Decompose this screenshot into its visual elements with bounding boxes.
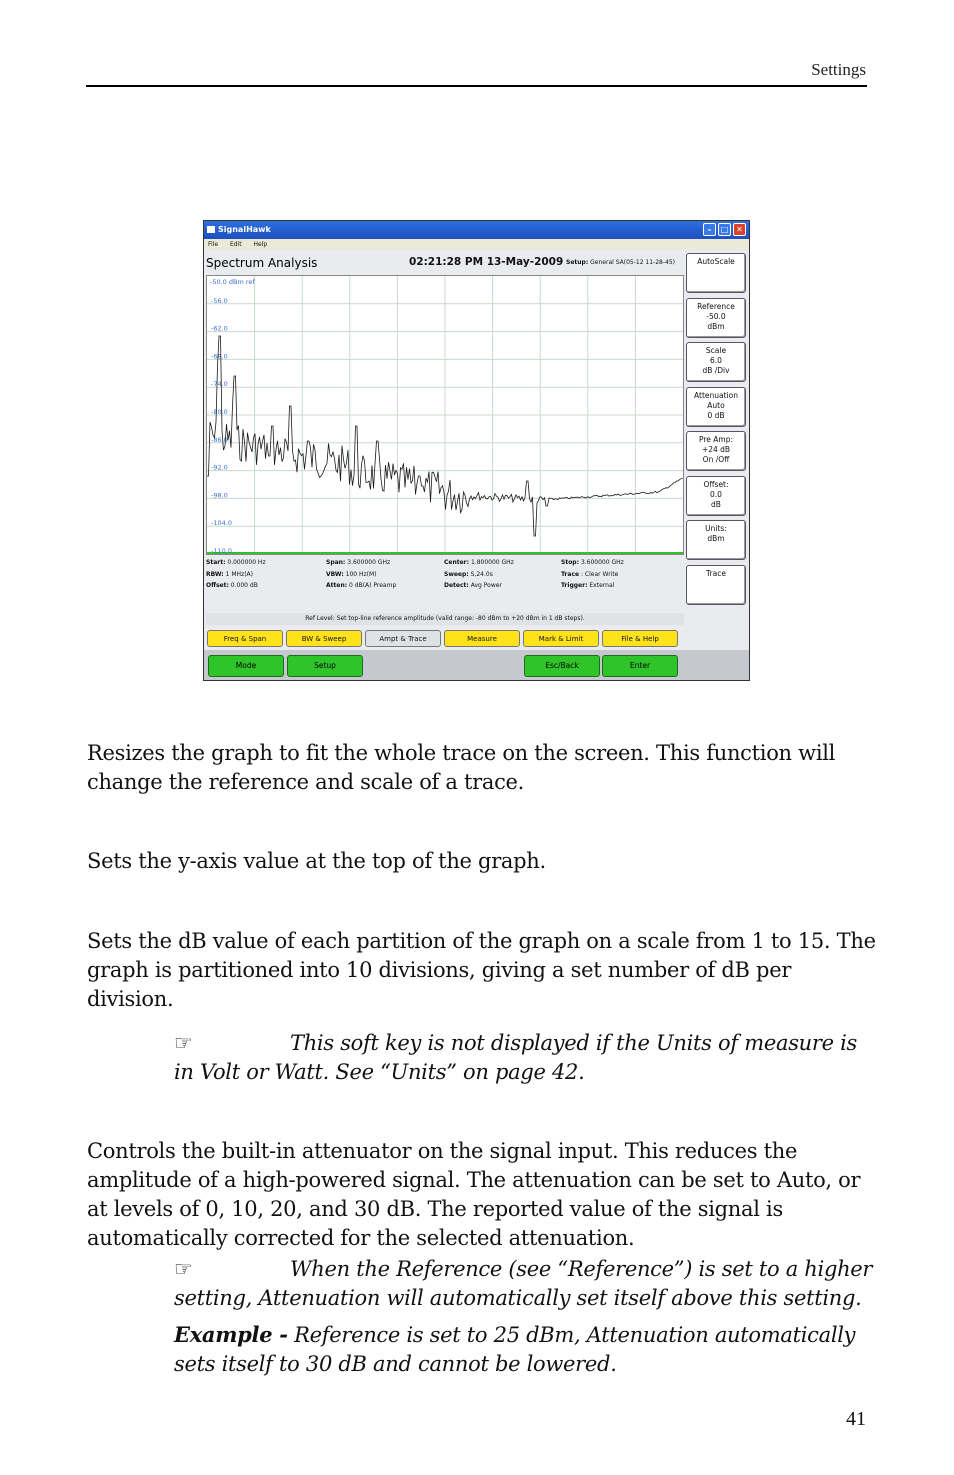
sweep-info-cell (206, 571, 253, 578)
scale-description: Sets the dB value of each partition of the graph on a scale from 1 to 15. The graph is partitioned into 10 divisions, giving a set number of dB per division. (87, 929, 876, 1011)
sweep-info (206, 559, 684, 599)
datetime: 02:21:28 PM 13-May-2009 (409, 256, 564, 268)
softkey-line: 0.0 (710, 489, 722, 499)
softkey-line: AutoScale (697, 257, 735, 266)
example-note (174, 1320, 874, 1379)
tab-measure[interactable]: Measure (444, 630, 520, 647)
y-tick-label: -68.0 (211, 352, 228, 361)
sweep-info-cell (326, 571, 377, 578)
tab-file-help[interactable]: File & Help (602, 630, 678, 647)
info-value: 1 MHz(A) (225, 570, 253, 578)
example-text: Reference is set to 25 dBm, Attenuation automatically sets itself to 30 dB and cannot be lowered. (174, 1323, 856, 1376)
menu-bar (204, 239, 749, 250)
setup-button[interactable]: Setup (287, 655, 363, 677)
sweep-info-cell (561, 582, 614, 589)
info-value: 3.600000 GHz (347, 559, 391, 566)
attenuation-note (174, 1255, 874, 1313)
softkey-line: +24 dB (701, 445, 731, 454)
info-value: 0 dB(A) Preamp (349, 582, 397, 589)
info-value: : Clear Write (581, 570, 619, 578)
reference-description: Sets the y-axis value at the top of the graph. (87, 849, 546, 873)
softkey-5[interactable] (686, 431, 746, 471)
info-key: Center: (444, 559, 470, 566)
mode-button[interactable]: Mode (208, 655, 284, 677)
info-key: Trigger: (561, 582, 588, 589)
sweep-info-cell (561, 559, 624, 566)
menu-edit[interactable]: Edit (229, 241, 242, 248)
window-titlebar (204, 221, 749, 239)
info-value: 100 Hz(M) (345, 570, 377, 578)
pointing-hand-icon: ☞ (174, 1031, 193, 1055)
sweep-info-cell (444, 559, 514, 566)
tab-ampt-trace[interactable]: Ampt & Trace (365, 630, 441, 647)
softkey-8[interactable] (686, 565, 746, 605)
page-number: 41 (846, 1408, 866, 1430)
y-tick-label: -56.0 (211, 296, 228, 305)
info-key: Atten: (326, 582, 348, 589)
header-section-title: Settings (811, 60, 866, 79)
attenuation-note-text: When the Reference (see “Reference”) is set to a higher setting, Attenuation will automatically set itself above this setting. (174, 1257, 873, 1310)
y-tick-label: -104.0 (211, 519, 232, 528)
info-key: Detect: (444, 582, 469, 589)
tab-mark-limit[interactable]: Mark & Limit (523, 630, 599, 647)
softkey-line: dBm (707, 321, 725, 331)
info-key: Start: (206, 559, 226, 566)
info-value: 0.000000 Hz (227, 559, 266, 566)
close-icon[interactable]: ✕ (733, 223, 746, 236)
info-key: RBW: (206, 570, 224, 578)
sweep-info-cell (206, 582, 258, 589)
app-area (204, 250, 749, 680)
autoscale-description: Resizes the graph to fit the whole trace on the screen. This function will change the reference and scale of a trace. (87, 741, 836, 794)
attenuation-description: Controls the built-in attenuator on the signal input. This reduces the amplitude of a high-powered signal. The attenuation can be set to Auto, or at levels of 0, 10, 20, and 30 dB. The reported value of the signal is automatically corrected for the selected attenuation. (87, 1139, 861, 1250)
sweep-info-cell (561, 571, 618, 578)
softkey-line: 0 dB (707, 410, 725, 420)
y-tick-label: -110.0 (211, 547, 232, 554)
info-key: Stop: (561, 559, 580, 566)
y-tick-label: -86.0 (211, 435, 228, 444)
info-value: 3.600000 GHz (580, 559, 624, 566)
info-key: Offset: (206, 582, 229, 589)
softkey-line: Trace (706, 568, 726, 578)
softkey-line: -50.0 (706, 311, 726, 321)
setup-label: Setup: (566, 259, 589, 266)
minimize-icon[interactable]: – (703, 223, 716, 236)
info-key: Sweep: (444, 570, 469, 578)
softkey-line: Units: (705, 524, 727, 533)
pointing-hand-icon: ☞ (174, 1257, 193, 1281)
tab-freq-span[interactable]: Freq & Span (207, 630, 283, 647)
softkey-line: Offset: (703, 479, 729, 489)
spectrum-plot-svg (207, 276, 683, 554)
setup-info (566, 259, 675, 266)
spectrum-plot (206, 275, 684, 555)
softkey-line: Auto (707, 400, 725, 410)
app-icon (207, 226, 215, 233)
sweep-info-cell (444, 571, 493, 578)
sweep-info-cell (206, 559, 266, 566)
softkey-line: Scale (705, 346, 727, 355)
info-value: Avg Power (470, 582, 502, 589)
softkey-3[interactable] (686, 342, 746, 382)
menu-file[interactable]: File (208, 241, 219, 248)
softkey-line: dB /Div (702, 366, 730, 375)
esc-back-button[interactable]: Esc/Back (524, 655, 600, 677)
header-rule (86, 85, 867, 87)
ref-level-help: Ref Level: Set top-line reference amplitude (valid range: -80 dBm to +20 dBm in 1 dB steps). (206, 613, 684, 625)
y-tick-label: -62.0 (211, 324, 228, 333)
softkey-4[interactable] (686, 387, 746, 427)
info-key: Span: (326, 559, 346, 566)
y-tick-label: -92.0 (211, 463, 228, 472)
menu-help[interactable]: Help (253, 241, 268, 248)
info-value: 1.800000 GHz (470, 559, 514, 566)
sweep-info-cell (326, 582, 396, 589)
tab-bw-sweep[interactable]: BW & Sweep (286, 630, 362, 647)
setup-value: General SA(05-12 11-28-45) (590, 259, 675, 266)
softkey-line: On /Off (702, 455, 730, 464)
info-key: VBW: (326, 570, 344, 578)
maximize-icon[interactable]: □ (718, 223, 731, 236)
y-tick-label: -80.0 (211, 408, 228, 416)
softkey-line: dBm (707, 534, 725, 543)
app-title: Spectrum Analysis (206, 256, 318, 270)
softkey-6[interactable] (686, 476, 746, 516)
enter-button[interactable]: Enter (602, 655, 678, 677)
info-key: Trace (561, 570, 580, 578)
info-value: S,24.0s (470, 570, 493, 578)
softkey-1[interactable] (686, 253, 746, 293)
y-tick-label: -98.0 (211, 491, 228, 500)
softkey-line: dB (711, 499, 721, 509)
window-title: SignalHawk (218, 225, 271, 234)
softkey-line: Reference (697, 301, 735, 311)
y-tick-label: -74.0 (211, 380, 228, 389)
sweep-info-cell (444, 582, 502, 589)
softkey-2[interactable] (686, 298, 746, 338)
scale-note-text: This soft key is not displayed if the Units of measure is in Volt or Watt. See “Units” on page 42. (174, 1031, 858, 1084)
softkey-line: Pre Amp: (698, 435, 734, 444)
softkey-line: 6.0 (710, 356, 722, 365)
softkey-line: Attenuation (694, 390, 738, 400)
info-value: 0.000 dB (230, 582, 258, 589)
info-value: External (589, 582, 615, 589)
sweep-info-cell (326, 559, 390, 566)
scale-note (174, 1029, 874, 1087)
softkey-7[interactable] (686, 520, 746, 560)
ref-label: -50.0 dBm ref (210, 278, 255, 286)
example-label: Example - (174, 1322, 288, 1347)
bottom-button-row (204, 650, 749, 680)
app-screenshot (203, 220, 750, 681)
